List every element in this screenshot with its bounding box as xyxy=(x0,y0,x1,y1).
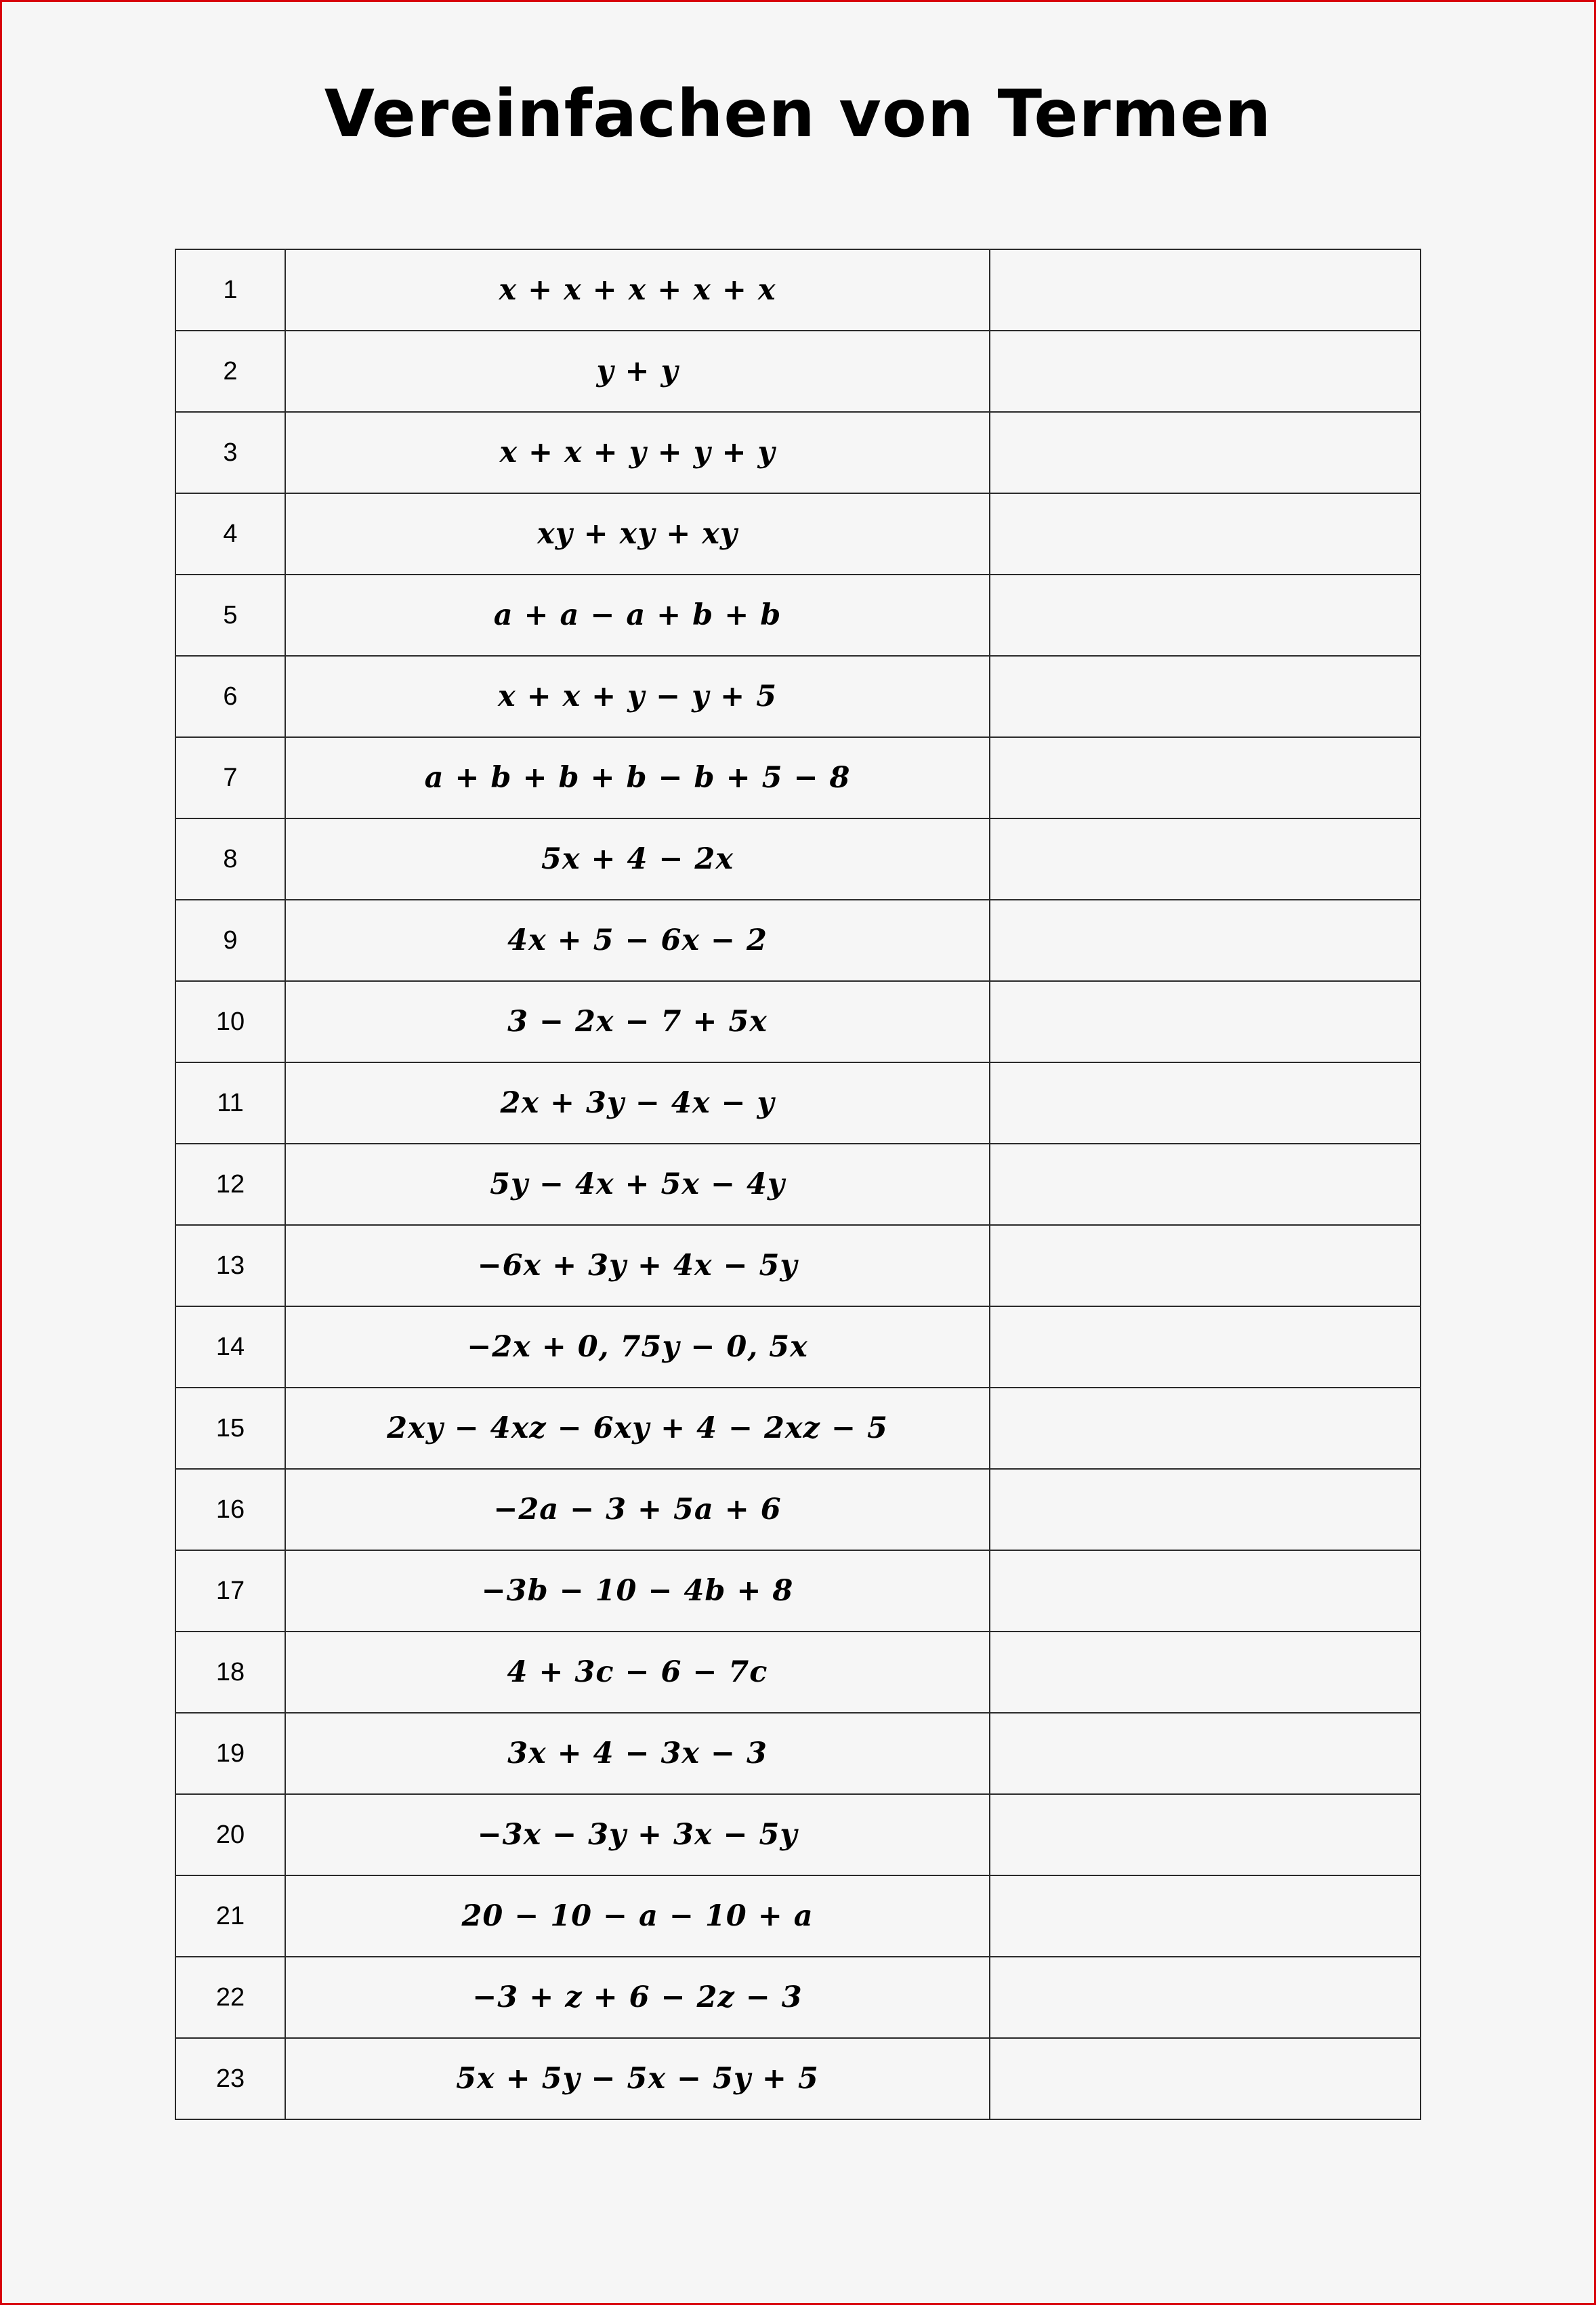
answer-cell[interactable] xyxy=(990,737,1421,818)
table-row xyxy=(175,1062,1421,1144)
term-expression: x + x + y − y + 5 xyxy=(285,656,990,737)
table-row xyxy=(175,1713,1421,1794)
answer-cell[interactable] xyxy=(990,981,1421,1062)
answer-cell[interactable] xyxy=(990,249,1421,331)
row-number: 15 xyxy=(175,1388,285,1469)
answer-cell[interactable] xyxy=(990,656,1421,737)
term-expression: 4 + 3c − 6 − 7c xyxy=(285,1632,990,1713)
term-expression: a + a − a + b + b xyxy=(285,575,990,656)
term-expression: 20 − 10 − a − 10 + a xyxy=(285,1875,990,1957)
table-row xyxy=(175,493,1421,575)
answer-cell[interactable] xyxy=(990,412,1421,493)
table-row xyxy=(175,1144,1421,1225)
answer-cell[interactable] xyxy=(990,575,1421,656)
table-row xyxy=(175,1794,1421,1875)
table-row xyxy=(175,1550,1421,1632)
table-row xyxy=(175,1957,1421,2038)
table-row xyxy=(175,1306,1421,1388)
term-expression: 4x + 5 − 6x − 2 xyxy=(285,900,990,981)
row-number: 19 xyxy=(175,1713,285,1794)
table-row xyxy=(175,331,1421,412)
term-expression: a + b + b + b − b + 5 − 8 xyxy=(285,737,990,818)
row-number: 1 xyxy=(175,249,285,331)
row-number: 4 xyxy=(175,493,285,575)
row-number: 13 xyxy=(175,1225,285,1306)
term-expression: −3b − 10 − 4b + 8 xyxy=(285,1550,990,1632)
term-expression: −6x + 3y + 4x − 5y xyxy=(285,1225,990,1306)
answer-cell[interactable] xyxy=(990,1632,1421,1713)
table-row xyxy=(175,575,1421,656)
row-number: 21 xyxy=(175,1875,285,1957)
term-expression: −3 + z + 6 − 2z − 3 xyxy=(285,1957,990,2038)
term-expression: x + x + y + y + y xyxy=(285,412,990,493)
answer-cell[interactable] xyxy=(990,1875,1421,1957)
table-row xyxy=(175,1632,1421,1713)
table-row xyxy=(175,2038,1421,2119)
exercise-table-body xyxy=(175,249,1421,2119)
term-expression: y + y xyxy=(285,331,990,412)
answer-cell[interactable] xyxy=(990,900,1421,981)
term-expression: x + x + x + x + x xyxy=(285,249,990,331)
answer-cell[interactable] xyxy=(990,1225,1421,1306)
answer-cell[interactable] xyxy=(990,1306,1421,1388)
row-number: 20 xyxy=(175,1794,285,1875)
table-row xyxy=(175,1388,1421,1469)
answer-cell[interactable] xyxy=(990,1957,1421,2038)
answer-cell[interactable] xyxy=(990,1388,1421,1469)
table-row xyxy=(175,981,1421,1062)
row-number: 3 xyxy=(175,412,285,493)
row-number: 18 xyxy=(175,1632,285,1713)
row-number: 11 xyxy=(175,1062,285,1144)
table-row xyxy=(175,656,1421,737)
term-expression: 5y − 4x + 5x − 4y xyxy=(285,1144,990,1225)
answer-cell[interactable] xyxy=(990,1469,1421,1550)
table-row xyxy=(175,1469,1421,1550)
answer-cell[interactable] xyxy=(990,1713,1421,1794)
table-row xyxy=(175,1225,1421,1306)
term-expression: xy + xy + xy xyxy=(285,493,990,575)
table-row xyxy=(175,1875,1421,1957)
table-row xyxy=(175,249,1421,331)
term-expression: 3x + 4 − 3x − 3 xyxy=(285,1713,990,1794)
answer-cell[interactable] xyxy=(990,818,1421,900)
term-expression: 3 − 2x − 7 + 5x xyxy=(285,981,990,1062)
term-expression: −3x − 3y + 3x − 5y xyxy=(285,1794,990,1875)
table-row xyxy=(175,818,1421,900)
row-number: 22 xyxy=(175,1957,285,2038)
term-expression: 2xy − 4xz − 6xy + 4 − 2xz − 5 xyxy=(285,1388,990,1469)
table-row xyxy=(175,900,1421,981)
answer-cell[interactable] xyxy=(990,493,1421,575)
row-number: 2 xyxy=(175,331,285,412)
answer-cell[interactable] xyxy=(990,331,1421,412)
row-number: 8 xyxy=(175,818,285,900)
table-row xyxy=(175,737,1421,818)
row-number: 12 xyxy=(175,1144,285,1225)
term-expression: 5x + 4 − 2x xyxy=(285,818,990,900)
exercise-table xyxy=(175,249,1421,2120)
term-expression: −2x + 0, 75y − 0, 5x xyxy=(285,1306,990,1388)
answer-cell[interactable] xyxy=(990,1062,1421,1144)
row-number: 23 xyxy=(175,2038,285,2119)
row-number: 14 xyxy=(175,1306,285,1388)
term-expression: 5x + 5y − 5x − 5y + 5 xyxy=(285,2038,990,2119)
row-number: 17 xyxy=(175,1550,285,1632)
answer-cell[interactable] xyxy=(990,1144,1421,1225)
answer-cell[interactable] xyxy=(990,1550,1421,1632)
row-number: 6 xyxy=(175,656,285,737)
row-number: 9 xyxy=(175,900,285,981)
row-number: 16 xyxy=(175,1469,285,1550)
table-row xyxy=(175,412,1421,493)
answer-cell[interactable] xyxy=(990,2038,1421,2119)
term-expression: 2x + 3y − 4x − y xyxy=(285,1062,990,1144)
answer-cell[interactable] xyxy=(990,1794,1421,1875)
row-number: 10 xyxy=(175,981,285,1062)
page-title: Vereinfachen von Termen xyxy=(324,76,1272,152)
row-number: 7 xyxy=(175,737,285,818)
row-number: 5 xyxy=(175,575,285,656)
term-expression: −2a − 3 + 5a + 6 xyxy=(285,1469,990,1550)
